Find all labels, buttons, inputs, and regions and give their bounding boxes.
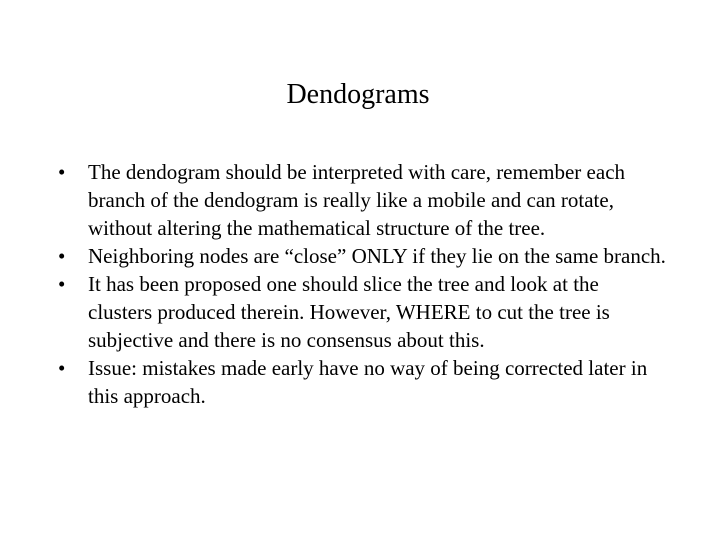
bullet-item xyxy=(58,242,668,270)
bullet-list xyxy=(58,158,668,410)
bullet-icon: • xyxy=(58,272,66,296)
bullet-icon: • xyxy=(58,356,66,380)
slide-title: Dendograms xyxy=(286,79,430,110)
bullet-icon: • xyxy=(58,160,66,184)
bullet-item xyxy=(58,270,668,354)
bullet-item xyxy=(58,354,668,410)
bullet-text: It has been proposed one should slice the tree and look at the clusters produced therein. However, WHERE to cut the tree is subjective and there is no consensus about this. xyxy=(88,272,610,352)
bullet-icon: • xyxy=(58,244,66,268)
bullet-item xyxy=(58,158,668,242)
bullet-text: The dendogram should be interpreted with care, remember each branch of the dendogram is really like a mobile and can rotate, without altering the mathematical structure of the tree. xyxy=(88,160,626,240)
bullet-text: Neighboring nodes are “close” ONLY if they lie on the same branch. xyxy=(88,244,666,268)
bullet-text: Issue: mistakes made early have no way of being corrected later in this approach. xyxy=(88,356,648,408)
